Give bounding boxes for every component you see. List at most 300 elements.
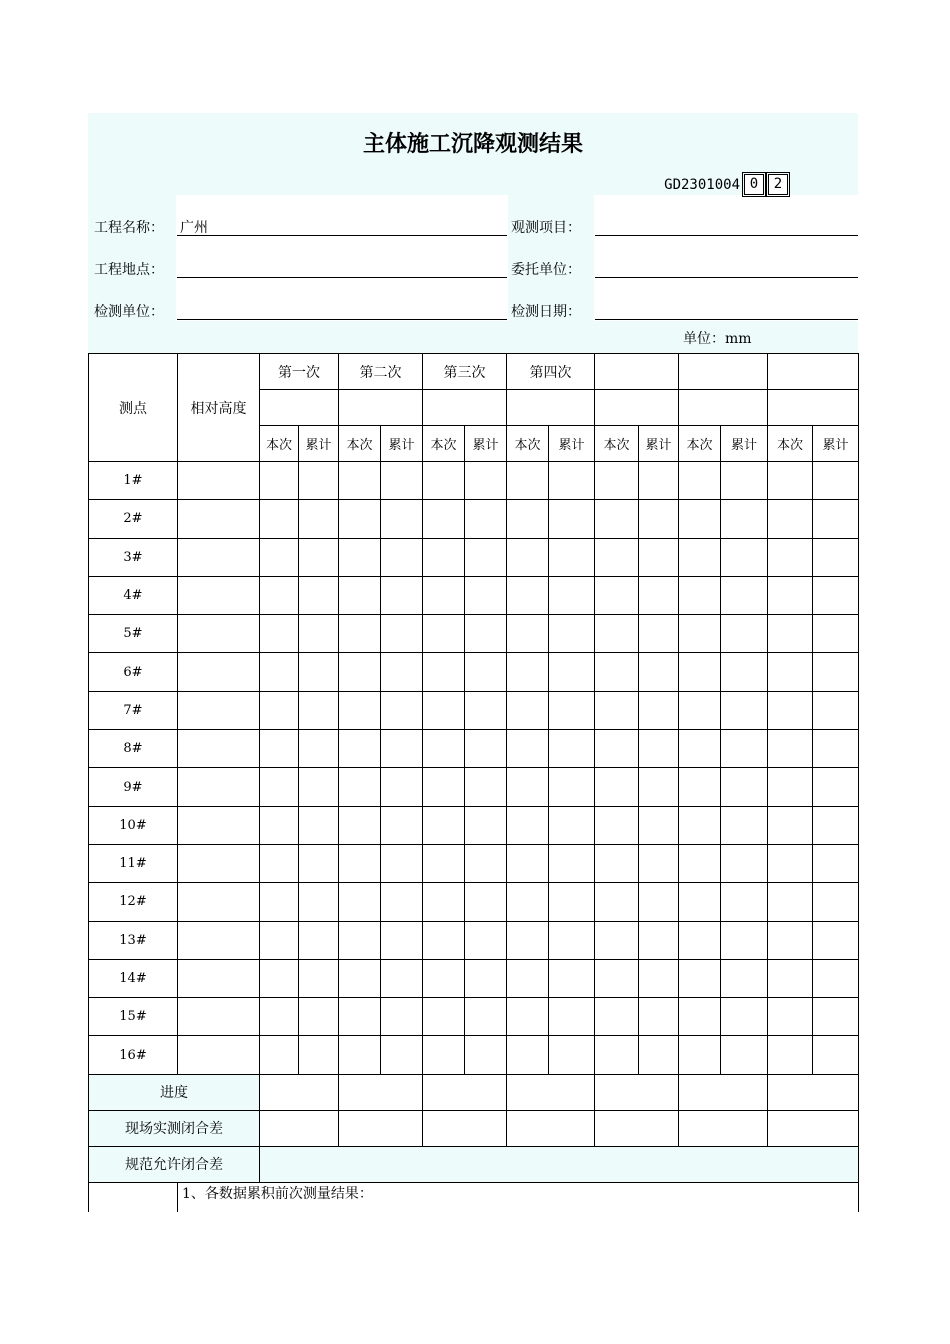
value-cell[interactable]	[507, 883, 549, 921]
value-cell[interactable]	[768, 844, 813, 882]
client-line[interactable]	[595, 277, 858, 278]
value-cell[interactable]	[507, 730, 549, 768]
value-cell[interactable]	[679, 844, 721, 882]
value-cell[interactable]	[381, 538, 423, 576]
value-cell[interactable]	[679, 538, 721, 576]
value-cell[interactable]	[423, 691, 465, 729]
value-cell[interactable]	[813, 691, 859, 729]
value-cell[interactable]	[260, 844, 299, 882]
value-cell[interactable]	[721, 730, 768, 768]
value-cell[interactable]	[549, 1036, 595, 1074]
progress-row-cell[interactable]	[768, 1074, 859, 1110]
height-cell[interactable]	[178, 653, 260, 691]
value-cell[interactable]	[813, 538, 859, 576]
height-cell[interactable]	[178, 844, 260, 882]
value-cell[interactable]	[423, 959, 465, 997]
value-cell[interactable]	[721, 883, 768, 921]
round-date-cell[interactable]	[423, 390, 507, 426]
value-cell[interactable]	[721, 462, 768, 500]
height-cell[interactable]	[178, 921, 260, 959]
value-cell[interactable]	[339, 500, 381, 538]
value-cell[interactable]	[679, 653, 721, 691]
value-cell[interactable]	[339, 653, 381, 691]
value-cell[interactable]	[639, 768, 679, 806]
value-cell[interactable]	[260, 538, 299, 576]
value-cell[interactable]	[465, 500, 507, 538]
value-cell[interactable]	[639, 538, 679, 576]
value-cell[interactable]	[339, 844, 381, 882]
test-date-line[interactable]	[595, 319, 858, 320]
value-cell[interactable]	[339, 883, 381, 921]
value-cell[interactable]	[768, 959, 813, 997]
table-row	[89, 1036, 859, 1074]
value-cell[interactable]	[507, 768, 549, 806]
progress-row-label: 进度	[89, 1074, 260, 1110]
value-cell[interactable]	[507, 576, 549, 614]
value-cell[interactable]	[465, 959, 507, 997]
value-cell[interactable]	[339, 462, 381, 500]
value-cell[interactable]	[465, 462, 507, 500]
value-cell[interactable]	[423, 806, 465, 844]
value-cell[interactable]	[381, 653, 423, 691]
value-cell[interactable]	[813, 653, 859, 691]
closure-row-cell[interactable]	[507, 1110, 595, 1146]
value-cell[interactable]	[813, 500, 859, 538]
value-cell[interactable]	[679, 883, 721, 921]
value-cell[interactable]	[813, 768, 859, 806]
value-cell[interactable]	[423, 883, 465, 921]
value-cell[interactable]	[549, 768, 595, 806]
value-cell[interactable]	[465, 538, 507, 576]
value-cell[interactable]	[465, 615, 507, 653]
value-cell[interactable]	[507, 998, 549, 1036]
value-cell[interactable]	[260, 730, 299, 768]
round-date-cell[interactable]	[595, 390, 679, 426]
header-point: 测点	[89, 354, 178, 462]
value-cell[interactable]	[299, 615, 339, 653]
value-cell[interactable]	[339, 691, 381, 729]
value-cell[interactable]	[260, 615, 299, 653]
value-cell[interactable]	[381, 768, 423, 806]
value-cell[interactable]	[465, 806, 507, 844]
value-cell[interactable]	[507, 844, 549, 882]
observe-item-line[interactable]	[595, 235, 858, 236]
value-cell[interactable]	[339, 576, 381, 614]
value-cell[interactable]	[721, 691, 768, 729]
value-cell[interactable]	[813, 959, 859, 997]
height-cell[interactable]	[178, 500, 260, 538]
value-cell[interactable]	[679, 998, 721, 1036]
value-cell[interactable]	[721, 998, 768, 1036]
value-cell[interactable]	[768, 921, 813, 959]
value-cell[interactable]	[339, 998, 381, 1036]
value-cell[interactable]	[768, 653, 813, 691]
value-cell[interactable]	[260, 768, 299, 806]
value-cell[interactable]	[299, 998, 339, 1036]
subheader-total: 累计	[639, 426, 679, 462]
height-cell[interactable]	[178, 730, 260, 768]
value-cell[interactable]	[465, 653, 507, 691]
height-cell[interactable]	[178, 883, 260, 921]
value-cell[interactable]	[381, 998, 423, 1036]
project-name-line	[177, 235, 507, 236]
value-cell[interactable]	[595, 959, 639, 997]
value-cell[interactable]	[299, 691, 339, 729]
value-cell[interactable]	[423, 576, 465, 614]
value-cell[interactable]	[639, 883, 679, 921]
project-name-value[interactable]: 广州	[180, 220, 208, 236]
value-cell[interactable]	[639, 500, 679, 538]
value-cell[interactable]	[595, 883, 639, 921]
value-cell[interactable]	[507, 921, 549, 959]
progress-row-cell[interactable]	[679, 1074, 768, 1110]
value-cell[interactable]	[381, 883, 423, 921]
value-cell[interactable]	[679, 730, 721, 768]
value-cell[interactable]	[679, 691, 721, 729]
value-cell[interactable]	[381, 921, 423, 959]
value-cell[interactable]	[299, 844, 339, 882]
value-cell[interactable]	[339, 768, 381, 806]
value-cell[interactable]	[465, 883, 507, 921]
value-cell[interactable]	[549, 691, 595, 729]
value-cell[interactable]	[339, 615, 381, 653]
value-cell[interactable]	[549, 538, 595, 576]
value-cell[interactable]	[423, 844, 465, 882]
value-cell[interactable]	[423, 768, 465, 806]
value-cell[interactable]	[768, 691, 813, 729]
value-cell[interactable]	[507, 500, 549, 538]
value-cell[interactable]	[507, 462, 549, 500]
height-cell[interactable]	[178, 768, 260, 806]
value-cell[interactable]	[299, 1036, 339, 1074]
value-cell[interactable]	[381, 1036, 423, 1074]
allowed-row-value[interactable]	[260, 1146, 859, 1182]
value-cell[interactable]	[595, 538, 639, 576]
value-cell[interactable]	[813, 615, 859, 653]
form-code-box-1: 0	[744, 174, 764, 195]
value-cell[interactable]	[549, 921, 595, 959]
value-cell[interactable]	[768, 883, 813, 921]
value-cell[interactable]	[339, 806, 381, 844]
value-cell[interactable]	[721, 615, 768, 653]
value-cell[interactable]	[768, 806, 813, 844]
value-cell[interactable]	[260, 921, 299, 959]
value-cell[interactable]	[339, 921, 381, 959]
closure-row-cell[interactable]	[595, 1110, 679, 1146]
value-cell[interactable]	[768, 1036, 813, 1074]
value-cell[interactable]	[813, 806, 859, 844]
value-cell[interactable]	[423, 615, 465, 653]
value-cell[interactable]	[595, 691, 639, 729]
value-cell[interactable]	[679, 576, 721, 614]
value-cell[interactable]	[381, 691, 423, 729]
value-cell[interactable]	[260, 576, 299, 614]
value-cell[interactable]	[639, 691, 679, 729]
test-unit-line[interactable]	[177, 319, 507, 320]
value-cell[interactable]	[299, 921, 339, 959]
value-cell[interactable]	[423, 462, 465, 500]
value-cell[interactable]	[595, 768, 639, 806]
value-cell[interactable]	[813, 998, 859, 1036]
value-cell[interactable]	[549, 615, 595, 653]
value-cell[interactable]	[679, 462, 721, 500]
value-cell[interactable]	[768, 538, 813, 576]
value-cell[interactable]	[381, 576, 423, 614]
value-cell[interactable]	[813, 576, 859, 614]
value-cell[interactable]	[679, 500, 721, 538]
value-cell[interactable]	[768, 615, 813, 653]
round-date-cell[interactable]	[768, 390, 859, 426]
value-cell[interactable]	[549, 844, 595, 882]
value-cell[interactable]	[423, 921, 465, 959]
height-cell[interactable]	[178, 538, 260, 576]
value-cell[interactable]	[299, 500, 339, 538]
value-cell[interactable]	[595, 998, 639, 1036]
value-cell[interactable]	[549, 653, 595, 691]
round-date-cell[interactable]	[260, 390, 339, 426]
height-cell[interactable]	[178, 691, 260, 729]
value-cell[interactable]	[381, 615, 423, 653]
value-cell[interactable]	[768, 768, 813, 806]
value-cell[interactable]	[423, 538, 465, 576]
value-cell[interactable]	[299, 730, 339, 768]
page-title: 主体施工沉降观测结果	[362, 132, 583, 157]
point-label: 12#	[89, 883, 178, 921]
value-cell[interactable]	[465, 691, 507, 729]
value-cell[interactable]	[549, 730, 595, 768]
value-cell[interactable]	[813, 921, 859, 959]
value-cell[interactable]	[465, 730, 507, 768]
value-cell[interactable]	[639, 653, 679, 691]
header-round-2: 第二次	[339, 354, 423, 390]
location-line[interactable]	[177, 277, 507, 278]
value-cell[interactable]	[260, 500, 299, 538]
value-cell[interactable]	[639, 844, 679, 882]
value-cell[interactable]	[299, 653, 339, 691]
value-cell[interactable]	[721, 576, 768, 614]
point-label: 14#	[89, 959, 178, 997]
value-cell[interactable]	[639, 921, 679, 959]
value-cell[interactable]	[679, 806, 721, 844]
value-cell[interactable]	[260, 691, 299, 729]
value-cell[interactable]	[721, 844, 768, 882]
value-cell[interactable]	[260, 1036, 299, 1074]
value-cell[interactable]	[721, 538, 768, 576]
subheader-total: 累计	[381, 426, 423, 462]
value-cell[interactable]	[721, 959, 768, 997]
subheader-this: 本次	[507, 426, 549, 462]
height-cell[interactable]	[178, 959, 260, 997]
table-row	[89, 959, 859, 997]
point-label: 5#	[89, 615, 178, 653]
value-cell[interactable]	[679, 959, 721, 997]
value-cell[interactable]	[549, 883, 595, 921]
height-cell[interactable]	[178, 615, 260, 653]
value-cell[interactable]	[465, 844, 507, 882]
value-cell[interactable]	[595, 1036, 639, 1074]
value-cell[interactable]	[549, 462, 595, 500]
closure-row-cell[interactable]	[679, 1110, 768, 1146]
value-cell[interactable]	[465, 998, 507, 1036]
value-cell[interactable]	[549, 500, 595, 538]
value-cell[interactable]	[639, 959, 679, 997]
round-date-cell[interactable]	[507, 390, 595, 426]
value-cell[interactable]	[260, 959, 299, 997]
progress-row-cell[interactable]	[507, 1074, 595, 1110]
value-cell[interactable]	[507, 959, 549, 997]
closure-row-cell[interactable]	[339, 1110, 423, 1146]
value-cell[interactable]	[507, 538, 549, 576]
value-cell[interactable]	[339, 1036, 381, 1074]
value-cell[interactable]	[768, 500, 813, 538]
value-cell[interactable]	[595, 576, 639, 614]
point-label: 15#	[89, 998, 178, 1036]
value-cell[interactable]	[381, 959, 423, 997]
value-cell[interactable]	[679, 1036, 721, 1074]
value-cell[interactable]	[339, 959, 381, 997]
value-cell[interactable]	[423, 998, 465, 1036]
value-cell[interactable]	[260, 806, 299, 844]
value-cell[interactable]	[299, 462, 339, 500]
height-cell[interactable]	[178, 576, 260, 614]
value-cell[interactable]	[768, 998, 813, 1036]
value-cell[interactable]	[339, 730, 381, 768]
header-round-6[interactable]	[679, 354, 768, 390]
value-cell[interactable]	[595, 462, 639, 500]
value-cell[interactable]	[679, 768, 721, 806]
value-cell[interactable]	[639, 806, 679, 844]
value-cell[interactable]	[813, 1036, 859, 1074]
value-cell[interactable]	[260, 883, 299, 921]
value-cell[interactable]	[768, 730, 813, 768]
value-cell[interactable]	[721, 806, 768, 844]
value-cell[interactable]	[381, 462, 423, 500]
value-cell[interactable]	[639, 998, 679, 1036]
value-cell[interactable]	[299, 576, 339, 614]
value-cell[interactable]	[595, 500, 639, 538]
point-label: 7#	[89, 691, 178, 729]
value-cell[interactable]	[813, 844, 859, 882]
value-cell[interactable]	[679, 615, 721, 653]
progress-row-cell[interactable]	[423, 1074, 507, 1110]
value-cell[interactable]	[299, 806, 339, 844]
value-cell[interactable]	[381, 500, 423, 538]
height-cell[interactable]	[178, 1036, 260, 1074]
progress-row-cell[interactable]	[260, 1074, 339, 1110]
height-cell[interactable]	[178, 462, 260, 500]
value-cell[interactable]	[465, 921, 507, 959]
value-cell[interactable]	[639, 730, 679, 768]
value-cell[interactable]	[299, 538, 339, 576]
header-round-5[interactable]	[595, 354, 679, 390]
value-cell[interactable]	[549, 998, 595, 1036]
closure-row-cell[interactable]	[260, 1110, 339, 1146]
value-cell[interactable]	[595, 921, 639, 959]
round-date-cell[interactable]	[339, 390, 423, 426]
value-cell[interactable]	[813, 730, 859, 768]
progress-row-cell[interactable]	[339, 1074, 423, 1110]
value-cell[interactable]	[595, 730, 639, 768]
value-cell[interactable]	[721, 500, 768, 538]
subheader-this: 本次	[595, 426, 639, 462]
value-cell[interactable]	[639, 576, 679, 614]
header-round-3: 第三次	[423, 354, 507, 390]
value-cell[interactable]	[465, 1036, 507, 1074]
progress-row	[89, 1074, 859, 1110]
value-cell[interactable]	[299, 959, 339, 997]
value-cell[interactable]	[260, 462, 299, 500]
form-code-prefix: GD2301004	[664, 176, 740, 193]
value-cell[interactable]	[507, 806, 549, 844]
value-cell[interactable]	[549, 959, 595, 997]
value-cell[interactable]	[423, 730, 465, 768]
value-cell[interactable]	[260, 653, 299, 691]
value-cell[interactable]	[595, 653, 639, 691]
value-cell[interactable]	[381, 730, 423, 768]
table-row	[89, 883, 859, 921]
value-cell[interactable]	[813, 462, 859, 500]
value-cell[interactable]	[639, 615, 679, 653]
value-cell[interactable]	[465, 576, 507, 614]
value-cell[interactable]	[813, 883, 859, 921]
value-cell[interactable]	[549, 576, 595, 614]
value-cell[interactable]	[679, 921, 721, 959]
value-cell[interactable]	[260, 998, 299, 1036]
value-cell[interactable]	[507, 1036, 549, 1074]
round-date-cell[interactable]	[679, 390, 768, 426]
value-cell[interactable]	[423, 653, 465, 691]
value-cell[interactable]	[595, 844, 639, 882]
value-cell[interactable]	[507, 615, 549, 653]
value-cell[interactable]	[639, 1036, 679, 1074]
value-cell[interactable]	[423, 500, 465, 538]
closure-row-cell[interactable]	[768, 1110, 859, 1146]
table-row	[89, 730, 859, 768]
value-cell[interactable]	[299, 768, 339, 806]
height-cell[interactable]	[178, 806, 260, 844]
value-cell[interactable]	[381, 806, 423, 844]
value-cell[interactable]	[721, 1036, 768, 1074]
value-cell[interactable]	[768, 462, 813, 500]
value-cell[interactable]	[299, 883, 339, 921]
subheader-this: 本次	[423, 426, 465, 462]
closure-row-label: 现场实测闭合差	[89, 1110, 260, 1146]
value-cell[interactable]	[465, 768, 507, 806]
value-cell[interactable]	[423, 1036, 465, 1074]
settlement-sheet	[88, 113, 858, 1210]
notes-row	[89, 1182, 859, 1212]
value-cell[interactable]	[768, 576, 813, 614]
value-cell[interactable]	[381, 844, 423, 882]
value-cell[interactable]	[639, 462, 679, 500]
table-row	[89, 691, 859, 729]
table-row	[89, 462, 859, 500]
closure-row-cell[interactable]	[423, 1110, 507, 1146]
progress-row-cell[interactable]	[595, 1074, 679, 1110]
height-cell[interactable]	[178, 998, 260, 1036]
value-cell[interactable]	[595, 806, 639, 844]
value-cell[interactable]	[549, 806, 595, 844]
value-cell[interactable]	[339, 538, 381, 576]
value-cell[interactable]	[507, 653, 549, 691]
value-cell[interactable]	[721, 921, 768, 959]
value-cell[interactable]	[507, 691, 549, 729]
value-cell[interactable]	[721, 653, 768, 691]
point-label: 4#	[89, 576, 178, 614]
header-round-7[interactable]	[768, 354, 859, 390]
value-cell[interactable]	[595, 615, 639, 653]
value-cell[interactable]	[721, 768, 768, 806]
